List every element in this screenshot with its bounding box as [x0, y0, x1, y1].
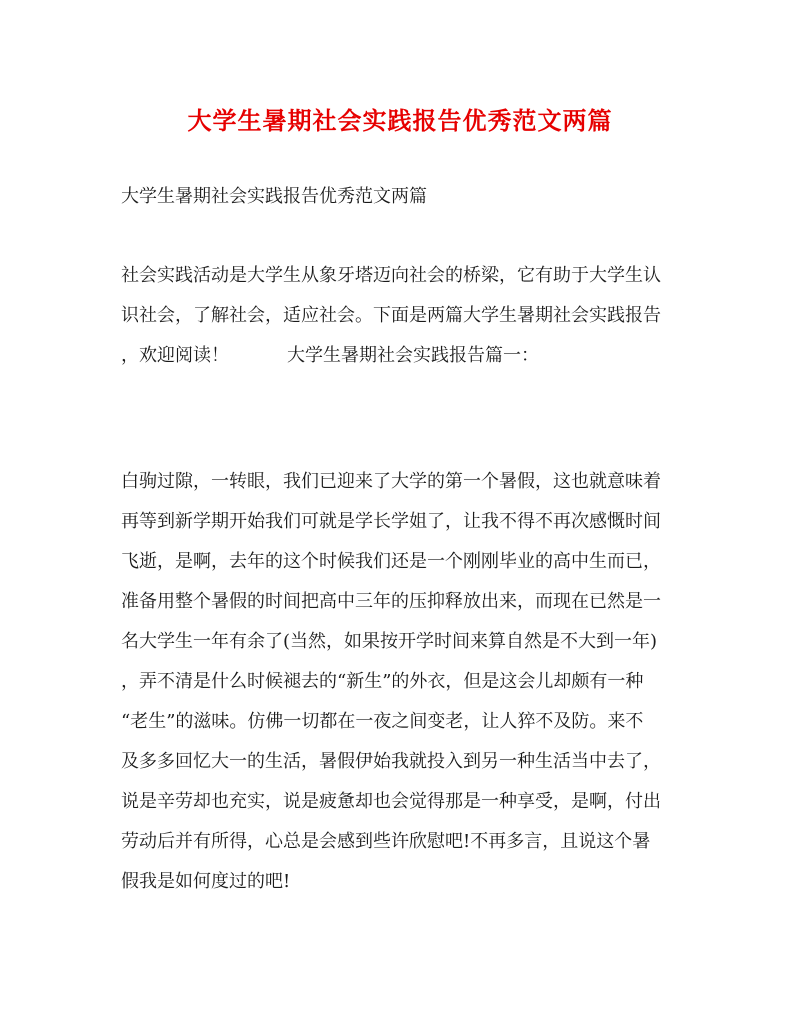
paragraph-line: 再等到新学期开始我们可就是学长学姐了，让我不得不再次感慨时间	[121, 511, 661, 532]
document-title: 大学生暑期社会实践报告优秀范文两篇	[187, 106, 613, 135]
paragraph-line: 说是辛劳却也充实，说是疲惫却也会觉得那是一种享受，是啊，付出	[121, 791, 661, 812]
body-paragraph	[121, 468, 681, 908]
intro-paragraph	[121, 262, 681, 382]
paragraph-line: 飞逝，是啊，去年的这个时候我们还是一个刚刚毕业的高中生而已，	[121, 551, 661, 572]
document-subtitle: 大学生暑期社会实践报告优秀范文两篇	[121, 186, 427, 207]
paragraph-line-with-heading	[121, 342, 681, 382]
paragraph-line: 及多多回忆大一的生活，暑假伊始我就投入到另一种生活当中去了，	[121, 751, 661, 772]
paragraph-line: 名大学生一年有余了(当然，如果按开学时间来算自然是不大到一年)	[121, 631, 658, 652]
paragraph-line: “老生”的滋味。仿佛一切都在一夜之间变老，让人猝不及防。来不	[121, 711, 644, 732]
paragraph-line: 白驹过隙，一转眼，我们已迎来了大学的第一个暑假，这也就意味着	[121, 471, 661, 492]
section-heading-part-one: 大学生暑期社会实践报告篇一：	[287, 345, 539, 366]
paragraph-line: 准备用整个暑假的时间把高中三年的压抑释放出来，而现在已然是一	[121, 591, 661, 612]
paragraph-line: ，弄不清是什么时候褪去的“新生”的外衣，但是这会儿却颇有一种	[121, 671, 644, 692]
paragraph-line: 劳动后并有所得，心总是会感到些许欣慰吧!不再多言，且说这个暑	[121, 831, 651, 852]
paragraph-line: 识社会，了解社会，适应社会。下面是两篇大学生暑期社会实践报告	[121, 305, 661, 326]
paragraph-line: 假我是如何度过的吧!	[121, 871, 291, 892]
paragraph-line: 社会实践活动是大学生从象牙塔迈向社会的桥梁，它有助于大学生认	[121, 265, 661, 286]
intro-closing-text: ，欢迎阅读！	[121, 345, 229, 366]
